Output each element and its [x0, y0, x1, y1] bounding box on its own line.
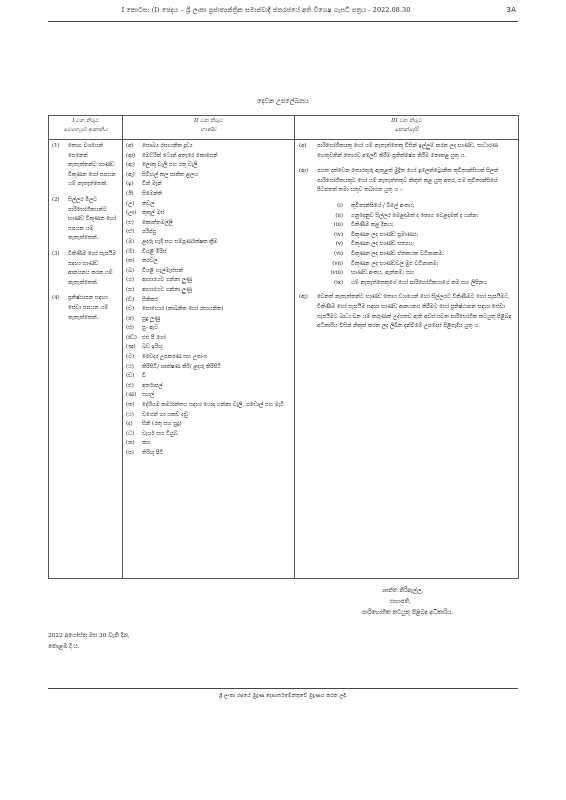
item-text: කුකුල් මස් — [142, 210, 165, 217]
table-header-row — [49, 116, 519, 140]
page-header — [50, 6, 516, 20]
item-label: (ණ) — [126, 392, 137, 399]
item-label: (න) — [126, 440, 135, 447]
item-label: (ට) — [126, 354, 135, 361]
goods-item — [126, 382, 291, 392]
receipt-details-list — [321, 202, 513, 288]
goods-item — [126, 305, 291, 315]
item-label: (1) — [52, 143, 60, 149]
footer-rule — [48, 688, 518, 689]
schedule-title: දෙවන උපලේඛනය — [257, 97, 309, 105]
page-number: 3A — [506, 6, 516, 14]
item-text: සුදු ලූණු — [142, 315, 161, 322]
header-rule — [48, 21, 518, 22]
item-text: වෛද්‍ය උපකරණ සහ උපාංග — [142, 354, 208, 361]
signatory-title: සභාපති, — [390, 599, 412, 605]
item-text: විකුණන ලද භාණ්ඩ සත්‍යය; — [351, 241, 415, 248]
item-label: (ඡ) — [126, 315, 134, 322]
condition-c: (ඇ) වෙනත් නැතැත්තන්ට භාණ්ඩ තොග වශයෙන් හෝ සිල්ලරට විකිණීමට හෝ සැපයීමට, විකිණීම හෝ සැපයීම සඳහා භාණ්ඩ ආනයනය කිරීමට හෝ ප්‍රතිෂ්ඨාපන සඳහා සේවා සැපයීමට බාධා වන යම් කරුණක් උද්ගතව ඇති අවස්ථාවක පාරිභෝගික කටයුතු පිළිබඳ අධිකාරිය විසින් නිකුත් කරන ලද ලිඛිත දැන්වීමේ උපදෙස් පිළිපැදිය යුතු ය. — [299, 294, 512, 330]
goods-item — [126, 430, 291, 440]
item-text: කඩල — [142, 200, 155, 207]
item-label: (ච) — [126, 306, 135, 313]
item-label: (ඤ) — [126, 344, 136, 351]
goods-item — [126, 363, 291, 373]
goods-item — [126, 324, 291, 334]
receipt-detail-item — [321, 212, 513, 222]
item-text: සීනි (රතු සහ සුදු) — [142, 421, 182, 428]
item-text: බඩ ඉරිඟු — [142, 344, 163, 351]
item-text: තිරිඟු පිටි — [142, 450, 164, 456]
item-label: (ඞ) — [126, 296, 135, 303]
condition-a: (අ) පාරිභෝගිකයකු හෝ යම් නැතැත්තෙකු විසින් ඉල්ලුම් කරන ලද භාණ්ඩ, සාධාරණ හෙතුවකින් තොරව අලෙවි කිරීම ප්‍රතික්ෂේප කිරීම නොකළ යුතු ය. — [299, 143, 498, 159]
goods-item — [126, 248, 291, 258]
goods-item — [126, 276, 291, 286]
date-place-block — [48, 631, 130, 653]
printer-footer: ශ්‍රී ලංකා රජයේ මුද්‍රණ දෙපාර්තමේන්තුවේ මුද්‍රණය කරන ලදී. — [218, 693, 348, 699]
item-text: කිරිපිටි/ ශාක්ෂණ කිරි/ ළදරු කිරිපිටි — [142, 363, 222, 370]
operation-model-item — [52, 196, 118, 244]
item-text: විකුණන ලද භාණ්ඩ ඒකකයක වටිනාකම; — [351, 250, 445, 257]
item-text: වියළි හැල්මැස්සන් — [142, 267, 183, 274]
item-label: (ඪ) — [126, 382, 134, 389]
receipt-detail-item — [321, 202, 513, 212]
item-label: (ථ) — [126, 411, 134, 418]
operation-model-column — [49, 140, 123, 579]
goods-item — [126, 152, 291, 162]
item-label: (ක) — [126, 258, 135, 265]
goods-item — [126, 228, 291, 238]
issue-place: කොළඹ දී ය. — [48, 644, 80, 650]
item-label: (ii) — [335, 212, 343, 219]
item-text: වින් මෑන් — [142, 181, 162, 188]
item-label: (ද) — [126, 421, 133, 428]
item-label: (අ) — [126, 143, 134, 149]
goods-item — [126, 142, 291, 152]
conditions-column — [295, 140, 519, 579]
goods-column — [123, 140, 295, 579]
item-text: ගනුදෙනුව සිල්ලර මෙළදාමක් ද තොග වෙළදාමක් ද යන්න; — [351, 212, 479, 219]
goods-item — [126, 219, 291, 229]
item-label: (vi) — [334, 250, 343, 257]
goods-item — [126, 420, 291, 430]
item-label: (එ) — [126, 219, 134, 226]
item-label: (iv) — [334, 231, 343, 238]
item-text: සහල් — [142, 392, 155, 399]
item-label: (ඣ) — [126, 334, 137, 341]
goods-item — [126, 190, 291, 200]
item-text: යම් නැතැත්තෙකුගේ හෝ පාරිභෝගිකයාගේ නම සහ ලිපිනය — [351, 279, 487, 286]
item-label: (ඇ) — [126, 162, 135, 169]
item-text: වැයර් සහ ටියුබ් — [142, 430, 178, 437]
item-label: (i) — [337, 202, 343, 209]
item-text: වියළි මිරිස් — [142, 248, 167, 255]
item-text: සු- ඇට — [142, 325, 158, 332]
item-text: වී — [142, 373, 146, 380]
item-text: වගේන් හා යකඩ දඬු — [142, 411, 189, 418]
signatory-organization: පාරිභෝගික කටයුතු පිළිබඳ අධිකාරිය. — [362, 610, 454, 616]
goods-item — [126, 209, 291, 219]
item-text: කරවල — [142, 258, 158, 265]
item-label: (3) — [52, 250, 60, 257]
item-label: (ඝ) — [126, 286, 135, 293]
receipt-detail-item — [321, 240, 513, 250]
item-text: සීනිකර — [142, 296, 158, 303]
receipt-detail-item — [321, 231, 513, 241]
item-text: පොහොර (කාබනික හෝ රසායනික) — [142, 306, 224, 313]
item-text: විකුණන ලද භාණ්ඩවල මුළු වටිනාකම; — [351, 260, 439, 267]
item-text: ලොකු වැලි සහ රතු වැලි — [142, 162, 198, 169]
item-text: තොග වශයෙන් පෙනෙන් නැතැත්තන්ට භාණ්ඩ විකුණන හෝ සපයන යම් නැතැත්තෙක්. — [68, 143, 116, 188]
item-label: (ඛ) — [126, 267, 135, 274]
item-label: (ප) — [126, 450, 134, 456]
item-label: (vii) — [332, 260, 343, 267]
goods-item — [126, 286, 291, 296]
column-header-2: II වන තීරුව භාණ්ඩ — [123, 116, 295, 140]
item-text: සිල්ලර මිලට පාරිභෝගිකයන්ට භාණ්ඩ විකුණන හෝ සපයන යම් නැතැත්තෙක්. — [68, 196, 116, 242]
item-label: (ඊ) — [126, 190, 134, 197]
item-text: අර්තාපල් — [142, 382, 163, 389]
goods-item — [126, 449, 291, 459]
goods-item — [126, 334, 291, 344]
goods-item — [126, 391, 291, 401]
item-text: එළු පී ගෝ — [142, 334, 166, 341]
item-text: විකිණීම කළ දිනය; — [351, 222, 394, 229]
item-text: විකිණීම හෝ සැපයීම සඳහා භාණ්ඩ ආනයනය කරන යම් නැතැත්තෙක්. — [68, 250, 117, 286]
receipt-detail-item — [321, 260, 513, 270]
item-label: (v) — [335, 241, 343, 248]
goods-item — [126, 296, 291, 306]
goods-item — [126, 315, 291, 325]
item-text: ආහාරයට ගන්නා ලුණු — [142, 277, 192, 284]
item-label: (ඈ) — [126, 171, 135, 178]
goods-item — [126, 267, 291, 277]
goods-item — [126, 439, 291, 449]
item-label: (ඌ) — [126, 210, 137, 217]
item-text: සිමෙන්ති — [142, 190, 163, 197]
goods-item — [126, 372, 291, 382]
issue-date: 2022 අගෝස්තු මස 30 වැනි දින, — [48, 633, 130, 639]
goods-item — [126, 171, 291, 181]
receipt-detail-item — [321, 250, 513, 260]
signatory-name: ශාන්ත නිරිඇල්ල, — [382, 588, 424, 594]
goods-item — [126, 238, 291, 248]
goods-item — [126, 343, 291, 353]
item-text: ප්‍රතිෂ්ඨාපන සඳහා සේවා සපයන යම් නැතැත්තෙක්. — [68, 295, 109, 321]
item-label: (ආ) — [126, 152, 136, 159]
item-label: (ඔ) — [126, 238, 135, 245]
item-text: කුවිතාන්සියේ / බිලේ අංකය; — [351, 202, 415, 209]
item-text: සෞඛ්‍ය රසායනික ද්‍රව්‍ය — [142, 143, 193, 149]
item-text: සිවිහල් කල පාකිත ළලය — [142, 171, 199, 178]
item-label: (4) — [52, 295, 60, 302]
item-label: (viii) — [330, 270, 343, 277]
item-label: (ඕ) — [126, 248, 135, 255]
item-text: කොත්තමල්ලි — [142, 219, 173, 226]
item-text: විකුණන ලද භාණ්ඩ ප්‍රමාණය; — [351, 231, 419, 238]
goods-item — [126, 200, 291, 210]
item-text: මෙට්රික් ටොන් අතැරෙ කොපෙන් — [142, 152, 218, 159]
item-text: ළදරු හැදි සහ සම්පූර්ණක්ෂක ක්‍රීම — [142, 238, 218, 245]
column-header-3: III වන තීරුව කොන්දේසි — [295, 116, 519, 140]
table-body-row — [49, 140, 519, 579]
operation-model-item — [52, 250, 118, 288]
item-label: (ඉ) — [126, 181, 134, 188]
item-label: (ඩ) — [126, 373, 135, 380]
item-label: (ග) — [126, 277, 135, 284]
item-text: භාණ්ඩ අංකය, ඇත්නම්; සහ — [351, 270, 415, 277]
item-text: දේශීයම කර්මාන්තය සඳහා යොදා ගන්නා වැලි, ගඩොල් සහ මැටි — [142, 402, 285, 409]
column-header-1: I වන තීරුව මෙහෙයුම් ආකෘතිය — [49, 116, 123, 140]
item-label: (2) — [52, 196, 60, 203]
item-label: (උ) — [126, 200, 135, 207]
receipt-detail-item — [321, 221, 513, 231]
goods-item — [126, 257, 291, 267]
operation-model-item — [52, 142, 118, 190]
operation-model-item — [52, 294, 118, 323]
schedule-table — [48, 115, 519, 579]
item-label: (ජ) — [126, 325, 134, 332]
receipt-detail-item — [321, 279, 513, 289]
condition-b: (ආ) පහත දක්වෙන තොරතුරු ඇතුළත් මුද්‍රිත හෝ ඉලෙක්ට්‍රොනික කුවිතාන්සියක් සිලන් පාරිභෝගිකයකුට හෝ යම් නැතැත්තකුට නිකුත් කළ යුතු අතර, එම කුවිතාන්සියේ පිටපතක් තමා සතුව තබාගත යුතු ය :- — [299, 168, 499, 194]
goods-item — [126, 161, 291, 171]
goods-item — [126, 411, 291, 421]
item-label: (ඨ) — [126, 363, 134, 370]
item-label: (ඒ) — [126, 229, 135, 236]
goods-item — [126, 353, 291, 363]
item-text: කහ — [142, 440, 151, 447]
item-label: (iii) — [333, 222, 343, 229]
item-label: (ධ) — [126, 430, 135, 437]
goods-item — [126, 180, 291, 190]
goods-item — [126, 401, 291, 411]
item-text: ආහාරයට ගන්නා ලුණු — [142, 286, 192, 293]
item-text: පරිප්පු — [142, 229, 157, 236]
receipt-detail-item — [321, 269, 513, 279]
item-label: (ත) — [126, 402, 135, 409]
gazette-title: I කොටස: (I) ඡෙදය – ශ්‍රී ලංකා ප්‍රජාතාන්ත්‍රික සමාජවාදී ජනරජයේ අති විශෙෂ ගැසට් පත්‍රය - 2022.08.30 — [121, 6, 411, 14]
item-label: (ix) — [334, 279, 343, 286]
